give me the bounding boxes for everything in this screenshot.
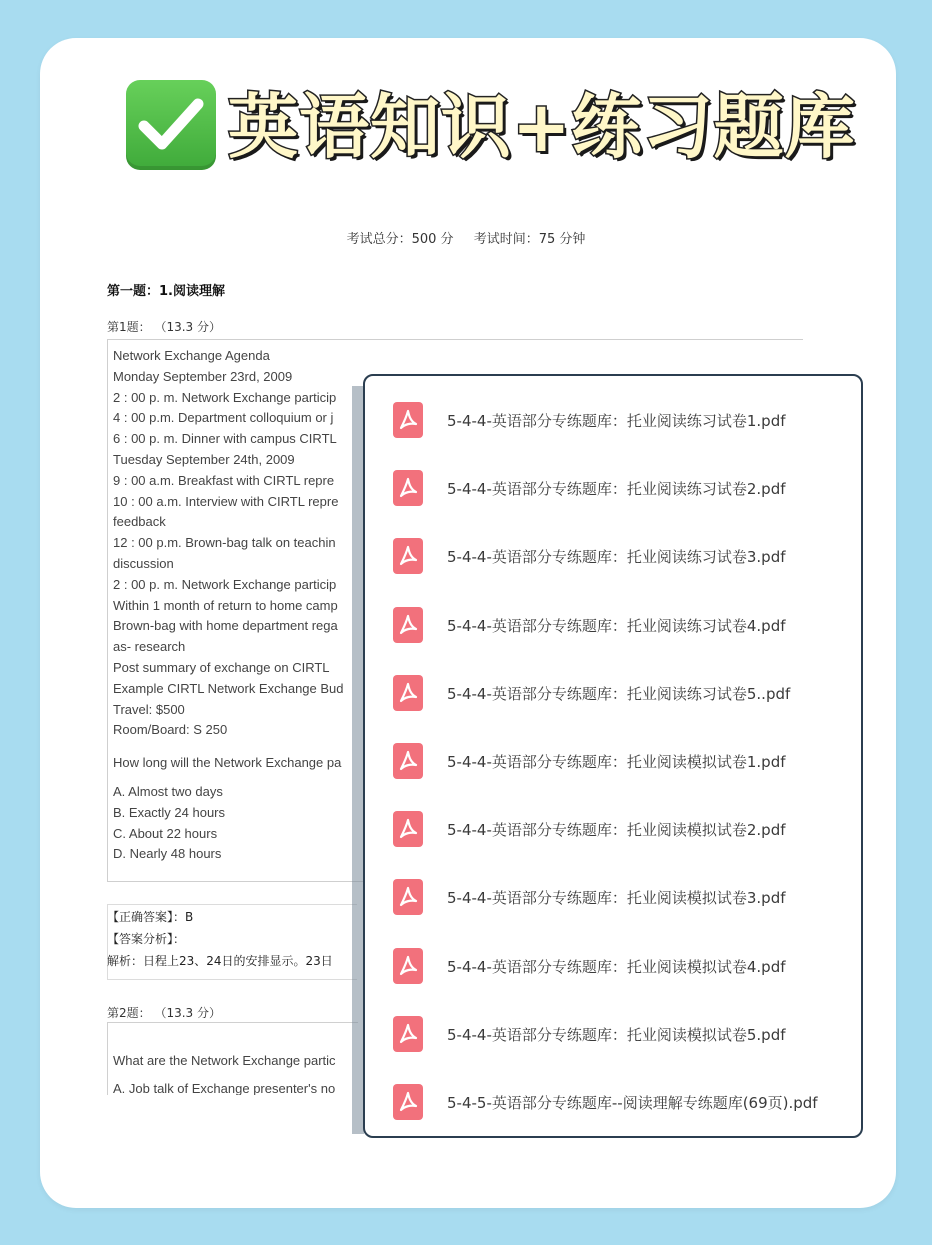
- analysis-text: 解析：日程上23、24日的安排显示。23日: [107, 954, 333, 968]
- file-item[interactable]: [393, 741, 853, 781]
- passage-line: Tuesday September 24th, 2009: [113, 451, 295, 467]
- answer-option[interactable]: C. About 22 hours: [113, 825, 218, 841]
- question-2-box: [107, 1022, 358, 1095]
- check-mark-icon: [126, 80, 216, 170]
- passage-line: Example CIRTL Network Exchange Bud: [113, 680, 344, 696]
- file-item[interactable]: [393, 605, 853, 645]
- file-item[interactable]: [393, 400, 853, 440]
- pdf-icon: [393, 538, 423, 574]
- pdf-icon: [393, 470, 423, 506]
- passage-line: 9 : 00 a.m. Breakfast with CIRTL repre: [113, 472, 335, 488]
- pdf-icon: [393, 811, 423, 847]
- passage-line: 6 : 00 p. m. Dinner with campus CIRTL: [113, 431, 337, 447]
- file-item[interactable]: [393, 877, 853, 917]
- pdf-icon: [393, 743, 423, 779]
- file-name: 5-4-4-英语部分专练题库：托业阅读模拟试卷1.pdf: [447, 753, 786, 771]
- passage-line: 12 : 00 p.m. Brown-bag talk on teachin: [113, 535, 336, 551]
- exam-duration: 考试时间：75 分钟: [473, 232, 586, 247]
- file-name: 5-4-4-英语部分专练题库：托业阅读模拟试卷4.pdf: [447, 957, 786, 976]
- file-list-panel: [363, 374, 863, 1138]
- question-2-option-a: A. Job talk of Exchange presenter's no: [113, 1081, 336, 1095]
- file-name: 5-4-4-英语部分专练题库：托业阅读练习试卷3.pdf: [447, 548, 786, 567]
- answer-option[interactable]: A. Almost two days: [113, 783, 223, 799]
- pdf-icon: [393, 607, 423, 643]
- header: [126, 80, 856, 176]
- passage-line: Brown-bag with home department rega: [113, 618, 338, 634]
- section-title: 第一题：1.阅读理解: [107, 284, 225, 299]
- file-item[interactable]: [393, 1014, 853, 1054]
- file-item[interactable]: [393, 468, 853, 508]
- pdf-icon: [393, 1016, 423, 1052]
- file-name: 5-4-4-英语部分专练题库：托业阅读练习试卷2.pdf: [447, 480, 786, 499]
- exam-info: [0, 228, 932, 247]
- answer-section: [107, 906, 357, 972]
- file-name: 5-4-4-英语部分专练题库：托业阅读模拟试卷2.pdf: [447, 821, 786, 840]
- correct-answer: 【正确答案】：B: [107, 910, 194, 924]
- file-item[interactable]: [393, 673, 853, 713]
- file-name: 5-4-4-英语部分专练题库：托业阅读练习试卷5..pdf: [447, 684, 791, 703]
- passage-line: Within 1 month of return to home camp: [113, 597, 338, 613]
- question-stem: How long will the Network Exchange pa: [113, 755, 342, 771]
- answer-option[interactable]: B. Exactly 24 hours: [113, 804, 225, 820]
- file-name: 5-4-4-英语部分专练题库：托业阅读练习试卷1.pdf: [447, 412, 786, 430]
- pdf-icon: [393, 402, 423, 438]
- pdf-icon: [393, 948, 423, 984]
- passage-line: Network Exchange Agenda: [113, 348, 270, 363]
- file-item[interactable]: [393, 536, 853, 576]
- passage-line: feedback: [113, 514, 166, 530]
- passage-line: 2 : 00 p. m. Network Exchange particip: [113, 576, 337, 592]
- pdf-icon: [393, 879, 423, 915]
- analysis-label: 【答案分析】：: [107, 932, 186, 946]
- question-1-heading: 第1题： （13.3 分）: [107, 320, 221, 334]
- passage-line: 4 : 00 p.m. Department colloquium or j: [113, 410, 334, 426]
- passage-line: 2 : 00 p. m. Network Exchange particip: [113, 389, 337, 405]
- file-item[interactable]: [393, 809, 853, 849]
- passage-line: 10 : 00 a.m. Interview with CIRTL repre: [113, 493, 339, 509]
- pdf-icon: [393, 1084, 423, 1120]
- file-name: 5-4-4-英语部分专练题库：托业阅读模拟试卷3.pdf: [447, 889, 786, 908]
- passage-line: Room/Board: S 250: [113, 722, 228, 738]
- passage-line: Monday September 23rd, 2009: [113, 368, 293, 384]
- answer-option[interactable]: D. Nearly 48 hours: [113, 846, 222, 862]
- question-2-heading: 第2题： （13.3 分）: [107, 1006, 221, 1020]
- pdf-icon: [393, 675, 423, 711]
- file-name: 5-4-4-英语部分专练题库：托业阅读练习试卷4.pdf: [447, 616, 786, 635]
- passage-line: Travel: $500: [113, 701, 185, 717]
- page-title: 英语知识+练习题库: [228, 86, 856, 168]
- file-item[interactable]: [393, 1082, 853, 1122]
- total-score: 考试总分：500 分: [346, 232, 454, 247]
- question-2-stem: What are the Network Exchange partic: [113, 1053, 336, 1068]
- file-item[interactable]: [393, 946, 853, 986]
- passage-line: as- research: [113, 639, 186, 655]
- file-name: 5-4-4-英语部分专练题库：托业阅读模拟试卷5.pdf: [447, 1025, 786, 1044]
- file-name: 5-4-5-英语部分专练题库--阅读理解专练题库(69页).pdf: [447, 1094, 818, 1112]
- passage-line: Post summary of exchange on CIRTL: [113, 659, 330, 675]
- passage-line: discussion: [113, 555, 174, 571]
